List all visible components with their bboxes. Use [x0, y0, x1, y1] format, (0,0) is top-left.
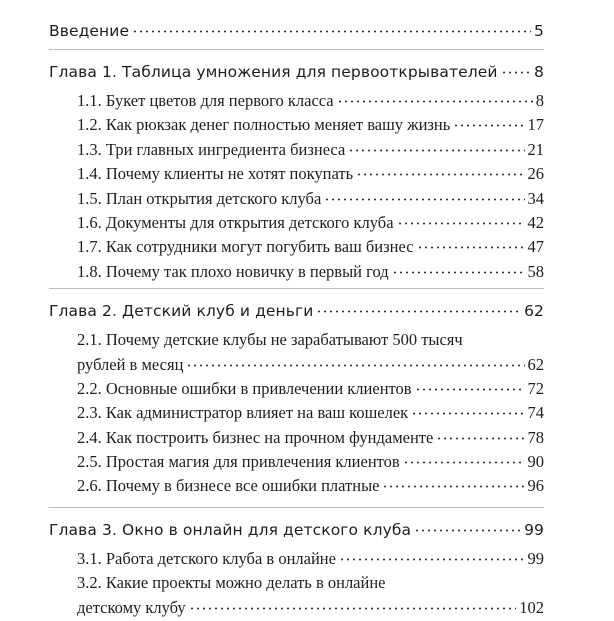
- toc-section-title: 1.8. Почему так плохо новичку в первый год: [77, 261, 389, 281]
- toc-entry-title: Введение: [49, 22, 130, 40]
- toc-section[interactable]: [77, 260, 544, 284]
- dot-leader: [382, 485, 524, 488]
- toc-section-title-line1: 2.1. Почему детские клубы не зарабатывают 500 тысяч: [77, 330, 463, 350]
- dot-leader: [436, 437, 524, 440]
- toc-section-title: 1.5. План открытия детского клуба: [77, 188, 322, 208]
- toc-section[interactable]: [77, 547, 544, 571]
- toc-section-multiline[interactable]: [77, 571, 544, 620]
- dot-leader: [411, 412, 524, 415]
- toc-section[interactable]: [77, 113, 544, 137]
- dot-leader: [415, 388, 525, 391]
- toc-section[interactable]: [77, 162, 544, 186]
- dot-leader: [339, 558, 525, 561]
- toc-section-page: 26: [527, 164, 544, 184]
- divider: [49, 507, 544, 508]
- toc-section-title: 2.5. Простая магия для привлечения клиентов: [77, 452, 400, 472]
- dot-leader: [403, 461, 525, 464]
- toc-section-title: 2.2. Основные ошибки в привлечении клиентов: [77, 378, 412, 398]
- toc-section-page: 58: [527, 261, 544, 281]
- toc-chapter-title: Глава 2. Детский клуб и деньги: [49, 302, 314, 321]
- toc-section-page: 17: [527, 115, 544, 135]
- dot-leader: [417, 246, 525, 249]
- toc-section-title-line2: детскому клубу: [77, 597, 186, 617]
- toc-section-page: 74: [527, 403, 544, 423]
- toc-section-title-line1: 3.2. Какие проекты можно делать в онлайне: [77, 573, 386, 593]
- toc-chapter-page: 8: [534, 63, 544, 81]
- toc-chapter-title: Глава 3. Окно в онлайн для детского клуба: [49, 520, 412, 539]
- toc-section[interactable]: [77, 401, 544, 425]
- toc-section-page: 62: [527, 354, 544, 374]
- dot-leader: [186, 364, 524, 367]
- toc-section[interactable]: [77, 89, 544, 113]
- dot-leader: [392, 271, 525, 274]
- toc-section-page: 102: [519, 597, 544, 617]
- dot-leader: [132, 30, 531, 33]
- toc-section[interactable]: [77, 211, 544, 235]
- toc-section[interactable]: [77, 450, 544, 474]
- toc-section-page: 34: [527, 188, 544, 208]
- toc-section-title: 2.3. Как администратор влияет на ваш кошелек: [77, 403, 409, 423]
- toc-chapter-2[interactable]: [49, 298, 544, 325]
- toc-section[interactable]: [77, 474, 544, 498]
- toc-section-title: 1.4. Почему клиенты не хотят покупать: [77, 164, 354, 184]
- toc-section-page: 90: [527, 452, 544, 472]
- dot-leader: [414, 529, 521, 532]
- toc-section-page: 21: [527, 139, 544, 159]
- toc-entry-intro[interactable]: [49, 18, 544, 45]
- toc-section-title: 2.4. Как построить бизнес на прочном фундаменте: [77, 427, 434, 447]
- dot-leader: [337, 100, 533, 103]
- toc-section-page: 99: [527, 548, 544, 568]
- toc-section-page: 42: [527, 212, 544, 232]
- toc-section-title: 1.3. Три главных ингредиента бизнеса: [77, 139, 346, 159]
- toc-section-title: 3.1. Работа детского клуба в онлайне: [77, 548, 336, 568]
- dot-leader: [324, 198, 524, 201]
- dot-leader: [397, 222, 525, 225]
- toc-section-page: 96: [527, 476, 544, 496]
- dot-leader: [348, 149, 524, 152]
- divider: [49, 288, 544, 289]
- toc-section[interactable]: [77, 235, 544, 259]
- toc-section-page: 78: [527, 427, 544, 447]
- toc-chapter-page: 62: [524, 302, 544, 321]
- toc-chapter-page: 99: [524, 520, 544, 539]
- toc-section-page: 8: [535, 91, 544, 110]
- toc-section[interactable]: [77, 426, 544, 450]
- toc-section-title: 1.7. Как сотрудники могут погубить ваш бизнес: [77, 237, 414, 257]
- dot-leader: [189, 607, 517, 610]
- toc-section-page: 47: [527, 237, 544, 257]
- toc-section-title: 1.1. Букет цветов для первого класса: [77, 91, 334, 110]
- toc-entry-page: 5: [534, 22, 544, 40]
- toc-section-title: 1.6. Документы для открытия детского клуба: [77, 212, 394, 232]
- dot-leader: [316, 310, 521, 313]
- divider: [49, 49, 544, 50]
- dot-leader: [453, 124, 524, 127]
- toc-section-page: 72: [527, 378, 544, 398]
- toc-section-title-line2: рублей в месяц: [77, 354, 184, 374]
- toc-chapter-3[interactable]: [49, 517, 544, 544]
- table-of-contents: [49, 18, 544, 620]
- dot-leader: [501, 71, 532, 74]
- toc-section-title: 1.2. Как рюкзак денег полностью меняет вашу жизнь: [77, 115, 451, 135]
- dot-leader: [356, 173, 524, 176]
- toc-section-title: 2.6. Почему в бизнесе все ошибки платные: [77, 476, 380, 496]
- toc-section[interactable]: [77, 377, 544, 401]
- toc-chapter-title: Глава 1. Таблица умножения для первооткрывателей: [49, 63, 498, 81]
- toc-chapter-1[interactable]: [49, 59, 544, 86]
- toc-section[interactable]: [77, 187, 544, 211]
- toc-section-multiline[interactable]: [77, 328, 544, 377]
- toc-section[interactable]: [77, 138, 544, 162]
